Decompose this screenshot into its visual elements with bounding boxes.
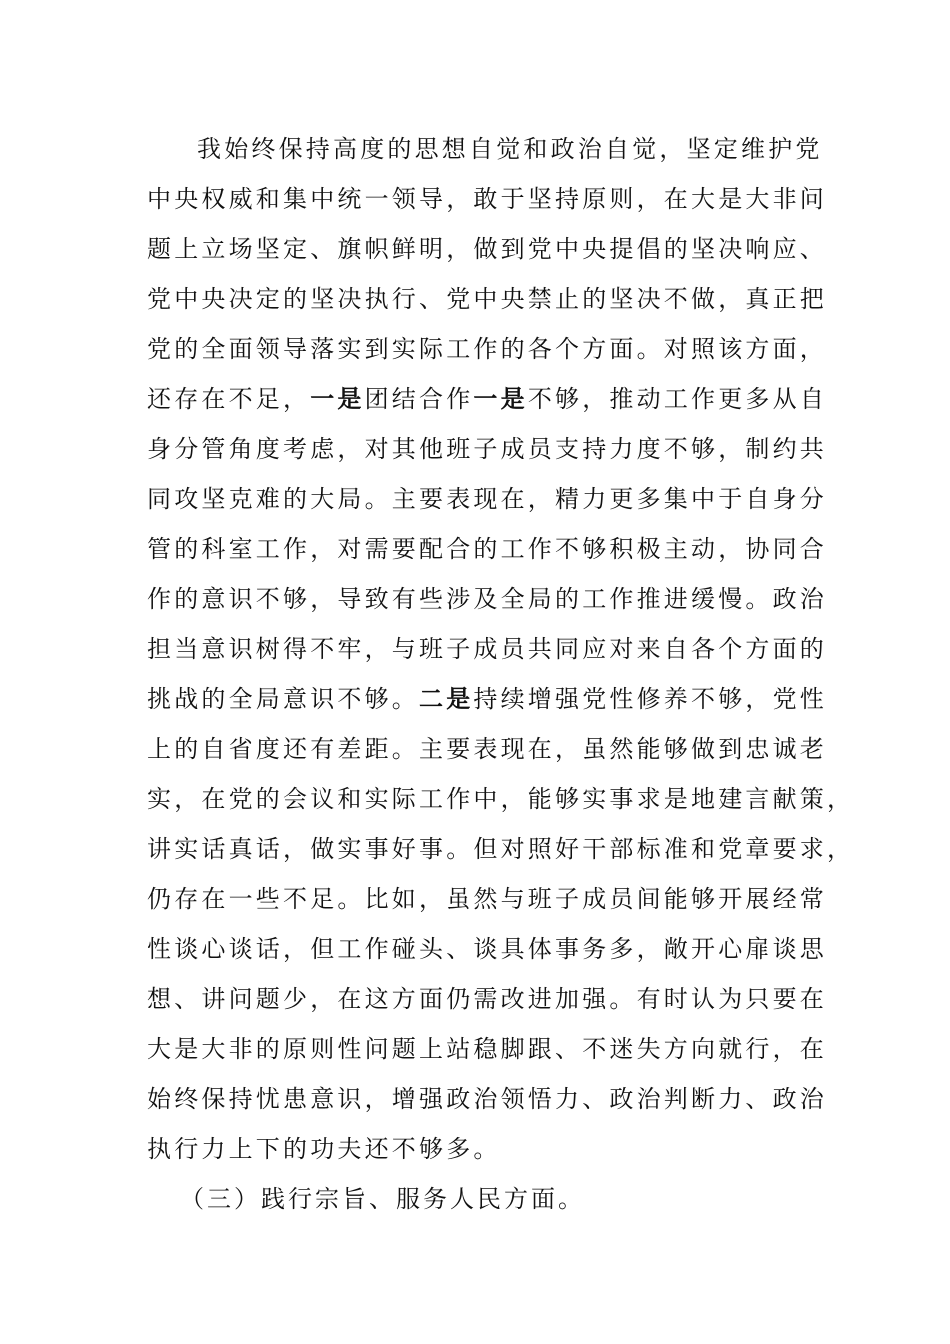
paragraph-line-8: 同攻坚克难的大局。主要表现在，精力更多集中于自身分: [147, 485, 827, 513]
line6-text-c: 团结合作: [364, 385, 474, 413]
paragraph-line-12: [147, 674, 828, 724]
paragraph-line-20: 始终保持忧患意识，增强政治领悟力、政治判断力、政治: [147, 1085, 827, 1113]
paragraph-line-15: 讲实话真话，做实事好事。但对照好干部标准和党章要求，: [147, 835, 855, 863]
paragraph-line-6: [147, 374, 828, 424]
paragraph-line-1: 我始终保持高度的思想自觉和政治自觉，坚定维护党: [197, 135, 823, 163]
body-paragraph: [147, 124, 855, 1174]
paragraph-line-4: 党中央决定的坚决执行、党中央禁止的坚决不做，真正把: [147, 285, 827, 313]
line6-text-a: 还存在不足，: [147, 385, 311, 413]
paragraph-line-5: 党的全面领导落实到实际工作的各个方面。对照该方面，: [147, 335, 827, 363]
paragraph-line-21: 执行力上下的功夫还不够多。: [147, 1135, 501, 1163]
paragraph-line-3: 题上立场坚定、旗帜鲜明，做到党中央提倡的坚决响应、: [147, 235, 827, 263]
paragraph-line-14: 实，在党的会议和实际工作中，能够实事求是地建言献策，: [147, 785, 855, 813]
paragraph-line-11: 担当意识树得不牢，与班子成员共同应对来自各个方面的: [147, 635, 827, 663]
bold-marker-second: 二是: [419, 685, 474, 713]
section-heading: （三）践行宗旨、服务人民方面。: [180, 1185, 585, 1213]
line12-text-a: 挑战的全局意识不够。: [147, 685, 419, 713]
bold-marker-first: 一是: [310, 385, 365, 413]
paragraph-line-17: 性谈心谈话，但工作碰头、谈具体事务多，敞开心扉谈思: [147, 935, 827, 963]
paragraph-line-9: 管的科室工作，对需要配合的工作不够积极主动，协同合: [147, 535, 827, 563]
paragraph-line-16: 仍存在一些不足。比如，虽然与班子成员间能够开展经常: [147, 885, 827, 913]
paragraph-line-2: 中央权威和集中统一领导，敢于坚持原则，在大是大非问: [147, 185, 827, 213]
paragraph-line-18: 想、讲问题少，在这方面仍需改进加强。有时认为只要在: [147, 985, 827, 1013]
bold-marker-first-repeat: 一是: [473, 385, 528, 413]
paragraph-line-7: 身分管角度考虑，对其他班子成员支持力度不够，制约共: [147, 435, 827, 463]
line6-text-e: 不够，推动工作更多从自: [527, 385, 828, 413]
line12-text-c: 持续增强党性修养不够，党性: [473, 685, 828, 713]
paragraph-line-13: 上的自省度还有差距。主要表现在，虽然能够做到忠诚老: [147, 735, 827, 763]
paragraph-line-10: 作的意识不够，导致有些涉及全局的工作推进缓慢。政治: [147, 585, 827, 613]
paragraph-line-19: 大是大非的原则性问题上站稳脚跟、不迷失方向就行，在: [147, 1035, 827, 1063]
